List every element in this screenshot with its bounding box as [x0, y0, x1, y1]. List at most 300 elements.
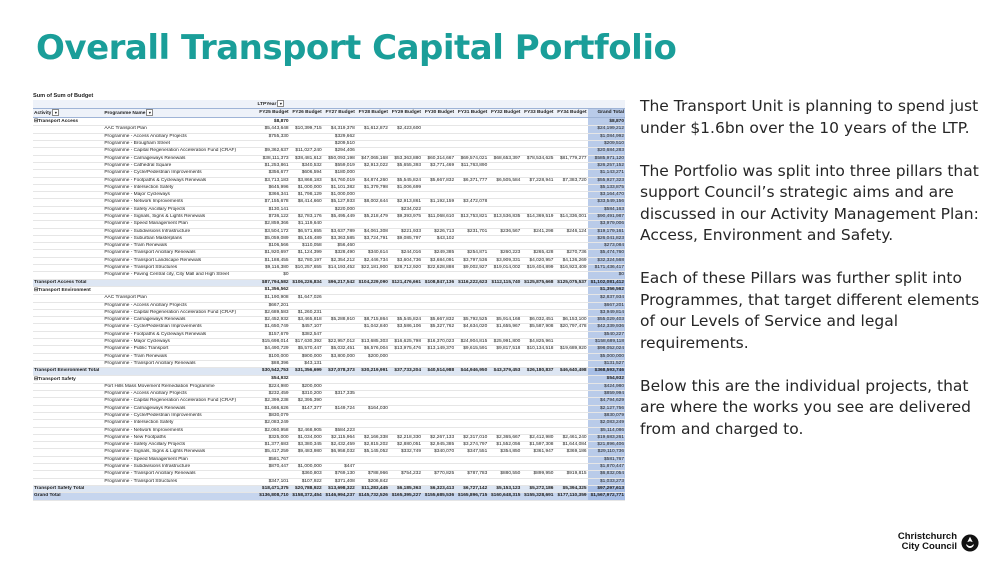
value-cell — [290, 286, 323, 294]
value-cell — [554, 184, 587, 191]
value-cell: $3,604,736 — [389, 257, 422, 264]
collapse-icon[interactable]: ⊟ — [34, 286, 39, 293]
value-cell — [455, 118, 488, 126]
activity-cell — [33, 235, 103, 242]
value-cell: $3,472,078 — [455, 199, 488, 206]
value-cell — [455, 375, 488, 383]
activity-cell — [33, 257, 103, 264]
value-cell — [488, 464, 521, 471]
value-cell: $1,920,697 — [256, 250, 289, 257]
value-cell — [389, 478, 422, 485]
value-cell: $104,229,090 — [356, 279, 389, 286]
value-cell: $788,966 — [356, 471, 389, 478]
activity-cell — [33, 199, 103, 206]
value-cell: $5,570,447 — [290, 346, 323, 353]
table-row — [33, 162, 625, 169]
programme-cell: Programme - Transport Structures — [103, 265, 256, 272]
value-cell — [422, 295, 455, 302]
value-cell: $5,327,762 — [422, 324, 455, 331]
activity-cell — [33, 250, 103, 257]
grand-total-header: Grand Total — [588, 109, 625, 118]
value-cell: $2,945,385 — [422, 442, 455, 449]
value-cell: $11,068,610 — [422, 213, 455, 220]
value-cell — [488, 331, 521, 338]
value-cell — [356, 360, 389, 367]
value-cell — [455, 243, 488, 250]
value-cell: $25,991,800 — [488, 339, 521, 346]
activity-cell — [33, 184, 103, 191]
programme-cell: Programme - Cycle/Pedestrian Improvements — [103, 413, 256, 420]
value-cell — [422, 170, 455, 177]
value-cell: $4,136,269 — [554, 257, 587, 264]
activity-cell — [33, 420, 103, 427]
value-cell — [521, 456, 554, 463]
value-cell: $40,514,988 — [422, 368, 455, 375]
programme-cell: Programme - Access Ancillary Projects — [103, 391, 256, 398]
value-cell — [389, 456, 422, 463]
grand-total-cell: $3,979,006 — [588, 221, 625, 228]
table-row — [33, 478, 625, 485]
value-cell — [356, 295, 389, 302]
value-cell — [389, 405, 422, 412]
programme-cell: Programme - Subdivisions Infrastructure — [103, 228, 256, 235]
value-cell: $43,379,453 — [488, 368, 521, 375]
value-cell: $645,996 — [256, 184, 289, 191]
grand-total-cell: $19,683,261 — [588, 434, 625, 441]
table-row — [33, 206, 625, 213]
value-cell: $1,000,000 — [323, 192, 356, 199]
programme-cell: Programme - Carriageways Renewals — [103, 405, 256, 412]
value-cell: $5,394,325 — [554, 485, 587, 492]
activity-cell — [33, 339, 103, 346]
value-cell: $1,000,000 — [290, 464, 323, 471]
value-cell: $1,379,798 — [356, 184, 389, 191]
value-cell: $9,002,927 — [455, 265, 488, 272]
value-cell — [290, 141, 323, 148]
activity-cell — [33, 243, 103, 250]
table-row — [33, 331, 625, 338]
value-cell: $54,932 — [256, 375, 289, 383]
programme-cell: Programme - Suburban Masterplans — [103, 235, 256, 242]
table-row — [33, 184, 625, 191]
grand-total-cell: $667,201 — [588, 302, 625, 309]
value-cell: $5,495,449 — [323, 213, 356, 220]
activity-cell — [33, 192, 103, 199]
programme-cell — [103, 118, 256, 126]
grand-total-cell: $1,102,081,412 — [588, 279, 625, 286]
grand-total-cell: $97,297,613 — [588, 485, 625, 492]
table-row — [33, 243, 625, 250]
value-cell: $899,950 — [521, 471, 554, 478]
activity-cell[interactable] — [33, 286, 103, 294]
grand-total-cell: $55,029,403 — [588, 317, 625, 324]
value-cell — [455, 286, 488, 294]
grand-total-cell: $29,110,736 — [588, 449, 625, 456]
grand-total-cell: $55,927,323 — [588, 177, 625, 184]
value-cell: $606,594 — [290, 170, 323, 177]
value-cell: $2,115,964 — [323, 434, 356, 441]
activity-cell — [33, 265, 103, 272]
value-cell: $270,736 — [554, 250, 587, 257]
table-row — [33, 442, 625, 449]
value-cell — [422, 206, 455, 213]
value-cell — [488, 383, 521, 390]
programme-cell: Programme - Cycle/Pedestrian Improvements — [103, 324, 256, 331]
value-cell — [554, 420, 587, 427]
value-cell — [554, 478, 587, 485]
value-cell: $6,185,363 — [389, 485, 422, 492]
value-cell — [422, 360, 455, 367]
pivot-body — [33, 118, 625, 500]
value-cell: $7,383,720 — [554, 177, 587, 184]
collapse-icon[interactable]: ⊟ — [34, 118, 39, 125]
activity-cell — [33, 413, 103, 420]
paragraph: The Portfolio was split into three pillars that support Council’s strategic aims and are discussed in our Activity Management Plan: Access, Environment and Safety. — [640, 161, 979, 244]
value-cell — [488, 133, 521, 140]
value-cell — [356, 286, 389, 294]
value-cell — [389, 302, 422, 309]
value-cell — [389, 360, 422, 367]
value-cell — [455, 391, 488, 398]
value-cell: $200,000 — [356, 353, 389, 360]
total-label: Transport Safety Total — [33, 485, 256, 492]
value-cell — [422, 192, 455, 199]
value-cell: $1,253,861 — [256, 162, 289, 169]
activity-label: Transport Safety — [38, 376, 76, 382]
programme-cell: Programme - Paving Central city, City Mall and High Street — [103, 272, 256, 279]
council-emblem-icon — [961, 534, 979, 552]
year-header: FY28 Budget — [356, 109, 389, 118]
value-cell: $3,274,797 — [455, 442, 488, 449]
year-header: FY31 Budget — [455, 109, 488, 118]
value-cell — [389, 221, 422, 228]
value-cell: $19,014,002 — [488, 265, 521, 272]
value-cell: $3,868,183 — [290, 177, 323, 184]
value-cell — [290, 456, 323, 463]
value-cell: $3,684,091 — [422, 257, 455, 264]
value-cell — [488, 302, 521, 309]
value-cell — [521, 398, 554, 405]
value-cell: $246,124 — [554, 228, 587, 235]
value-cell: $260,223 — [488, 250, 521, 257]
value-cell — [554, 170, 587, 177]
value-cell — [521, 243, 554, 250]
value-cell — [356, 309, 389, 316]
value-cell — [389, 383, 422, 390]
value-cell: $106,226,834 — [290, 279, 323, 286]
activity-cell — [33, 434, 103, 441]
value-cell — [521, 478, 554, 485]
value-cell: $116,222,623 — [455, 279, 488, 286]
value-cell: $900,000 — [290, 353, 323, 360]
value-cell — [455, 456, 488, 463]
activity-cell — [33, 141, 103, 148]
value-cell: $155,685,536 — [422, 493, 455, 500]
value-cell — [356, 398, 389, 405]
value-cell — [290, 413, 323, 420]
activity-cell — [33, 148, 103, 155]
value-cell: $3,724,791 — [356, 235, 389, 242]
logo-line: City Council — [901, 541, 957, 552]
value-cell: $3,797,536 — [455, 257, 488, 264]
value-cell: $146,994,237 — [323, 493, 356, 500]
programme-cell: Programme - Carriageways Renewals — [103, 317, 256, 324]
grand-total-cell: $5,000,000 — [588, 353, 625, 360]
value-cell: $1,042,840 — [356, 324, 389, 331]
value-cell: $3,637,789 — [323, 228, 356, 235]
table-row — [33, 353, 625, 360]
programme-cell: Programme - Transport Ancillary Renewals — [103, 471, 256, 478]
value-cell: $2,317,010 — [455, 434, 488, 441]
programme-cell: Programme - Public Transport — [103, 346, 256, 353]
activity-cell — [33, 317, 103, 324]
value-cell: $3,465,818 — [290, 317, 323, 324]
grand-total-cell: $1,033,273 — [588, 478, 625, 485]
activity-cell — [33, 324, 103, 331]
value-cell: $160,648,315 — [488, 493, 521, 500]
value-cell: $5,667,832 — [422, 177, 455, 184]
value-cell — [422, 286, 455, 294]
grand-total-cell: $1,870,447 — [588, 464, 625, 471]
value-cell: $1,356,562 — [256, 286, 289, 294]
grand-total-cell: $5,114,086 — [588, 427, 625, 434]
value-cell — [554, 192, 587, 199]
value-cell — [389, 148, 422, 155]
programme-cell: Programme - Safety Ancillary Projects — [103, 442, 256, 449]
programme-cell — [103, 375, 256, 383]
value-cell: $2,913,022 — [356, 162, 389, 169]
value-cell: $19,404,899 — [521, 265, 554, 272]
value-cell — [389, 413, 422, 420]
table-row — [33, 413, 625, 420]
value-cell — [521, 118, 554, 126]
grand-total-cell: $1,356,562 — [588, 286, 625, 294]
grand-total-cell: $24,199,212 — [588, 126, 625, 133]
value-cell: $2,354,212 — [323, 257, 356, 264]
value-cell: $1,188,455 — [256, 257, 289, 264]
value-cell: $5,443,648 — [256, 126, 289, 133]
activity-cell — [33, 346, 103, 353]
value-cell — [389, 192, 422, 199]
programme-cell: Port Hills Mass Movement Remediation Programme — [103, 383, 256, 390]
value-cell: $236,567 — [488, 228, 521, 235]
filter-dropdown-icon[interactable]: ▾ — [277, 100, 284, 107]
value-cell — [521, 192, 554, 199]
value-cell: $5,587,908 — [521, 324, 554, 331]
value-cell — [488, 375, 521, 383]
value-cell: $200,000 — [290, 383, 323, 390]
value-cell: $1,612,872 — [356, 126, 389, 133]
value-cell — [488, 456, 521, 463]
value-cell: $2,060,958 — [256, 427, 289, 434]
value-cell: $221,933 — [389, 228, 422, 235]
value-cell — [488, 206, 521, 213]
value-cell: $328,490 — [323, 250, 356, 257]
activity-cell — [33, 427, 103, 434]
value-cell: $2,446,734 — [356, 257, 389, 264]
programme-cell: Programme - Speed Management Plan — [103, 221, 256, 228]
value-cell — [455, 192, 488, 199]
value-cell — [356, 118, 389, 126]
value-cell — [323, 309, 356, 316]
value-cell — [455, 405, 488, 412]
value-cell — [356, 302, 389, 309]
value-cell: $4,020,957 — [521, 257, 554, 264]
filter-dropdown-icon[interactable]: ▾ — [52, 109, 59, 116]
value-cell — [389, 398, 422, 405]
value-cell: $6,958,032 — [323, 449, 356, 456]
value-cell — [422, 464, 455, 471]
activity-cell — [33, 331, 103, 338]
value-cell: $1,647,026 — [290, 295, 323, 302]
value-cell — [554, 199, 587, 206]
value-cell: $37,078,373 — [323, 368, 356, 375]
value-cell: $9,362,637 — [256, 148, 289, 155]
value-cell: $7,228,941 — [521, 177, 554, 184]
value-cell: $18,471,375 — [256, 485, 289, 492]
value-cell — [323, 331, 356, 338]
value-cell — [356, 456, 389, 463]
value-cell: $6,371,777 — [455, 177, 488, 184]
value-cell — [323, 272, 356, 279]
value-cell: $15,698,014 — [256, 339, 289, 346]
activity-cell — [33, 221, 103, 228]
value-cell: $1,190,908 — [256, 295, 289, 302]
value-cell — [422, 243, 455, 250]
value-cell — [488, 413, 521, 420]
value-cell — [554, 383, 587, 390]
value-cell — [488, 272, 521, 279]
activity-cell — [33, 295, 103, 302]
value-cell — [488, 118, 521, 126]
table-row — [33, 199, 625, 206]
value-cell: $4,319,378 — [323, 126, 356, 133]
value-cell: $19,689,920 — [554, 346, 587, 353]
value-cell — [521, 427, 554, 434]
value-cell — [455, 413, 488, 420]
activity-cell — [33, 228, 103, 235]
grand-total-cell: $273,084 — [588, 243, 625, 250]
programme-cell: Programme - Network Improvements — [103, 427, 256, 434]
value-cell — [356, 413, 389, 420]
activity-cell — [33, 471, 103, 478]
value-cell — [521, 383, 554, 390]
activity-cell[interactable] — [33, 118, 103, 126]
activity-cell — [33, 155, 103, 162]
value-cell — [389, 309, 422, 316]
table-row — [33, 155, 625, 162]
collapse-icon[interactable]: ⊟ — [34, 375, 39, 382]
table-row — [33, 192, 625, 199]
table-row — [33, 228, 625, 235]
value-cell: $224,980 — [256, 383, 289, 390]
value-cell: $770,825 — [422, 471, 455, 478]
activity-cell — [33, 272, 103, 279]
value-cell — [323, 375, 356, 383]
value-cell: $13,149,370 — [422, 346, 455, 353]
value-cell — [554, 302, 587, 309]
activity-cell[interactable] — [33, 375, 103, 383]
grand-total-cell: $1,567,972,771 — [588, 493, 625, 500]
grand-total-cell: $8,870 — [588, 118, 625, 126]
value-cell — [356, 427, 389, 434]
value-cell: $9,817,518 — [488, 346, 521, 353]
table-row — [33, 398, 625, 405]
value-cell — [290, 206, 323, 213]
value-cell — [290, 133, 323, 140]
value-cell: $30,542,753 — [256, 368, 289, 375]
value-cell — [488, 199, 521, 206]
value-cell: $347,101 — [256, 478, 289, 485]
col-field-header[interactable]: LTPYear ▾ — [256, 100, 625, 109]
value-cell: $1,260,231 — [290, 309, 323, 316]
pivot-blank-cell — [103, 100, 256, 109]
value-cell: $9,393,975 — [389, 213, 422, 220]
value-cell — [554, 464, 587, 471]
value-cell: $43,102 — [422, 235, 455, 242]
value-cell — [422, 391, 455, 398]
grand-total-cell: $3,949,814 — [588, 309, 625, 316]
value-cell: $1,000,000 — [290, 184, 323, 191]
value-cell — [356, 243, 389, 250]
value-cell — [389, 133, 422, 140]
programme-cell: Programme - Intersection Safety — [103, 420, 256, 427]
year-header: FY27 Budget — [323, 109, 356, 118]
value-cell: $14,336,001 — [554, 213, 587, 220]
value-cell: $581,767 — [256, 456, 289, 463]
value-cell: $16,625,798 — [389, 339, 422, 346]
filter-dropdown-icon[interactable]: ▾ — [146, 109, 153, 116]
table-row — [33, 141, 625, 148]
value-cell — [521, 126, 554, 133]
grand-total-cell: $2,127,756 — [588, 405, 625, 412]
programme-cell: AAC Transport Plan — [103, 126, 256, 133]
activity-header[interactable]: Activity ▾ — [33, 109, 103, 118]
value-cell — [554, 375, 587, 383]
value-cell — [422, 141, 455, 148]
grand-total-cell: $830,079 — [588, 413, 625, 420]
value-cell: $108,847,136 — [422, 279, 455, 286]
value-cell — [554, 221, 587, 228]
value-cell — [422, 456, 455, 463]
grand-total-cell: $98,052,024 — [588, 346, 625, 353]
value-cell: $10,257,655 — [290, 265, 323, 272]
grand-total-cell: $2,083,249 — [588, 420, 625, 427]
value-cell — [422, 221, 455, 228]
programme-cell: Programme - Access Ancillary Projects — [103, 133, 256, 140]
value-cell: $317,335 — [323, 391, 356, 398]
value-cell: $254,871 — [455, 250, 488, 257]
value-cell: $4,760,019 — [323, 177, 356, 184]
programme-cell: Programme - Tram Renewals — [103, 353, 256, 360]
value-cell: $24,904,815 — [455, 339, 488, 346]
value-cell: $88,396 — [256, 360, 289, 367]
value-cell: $1,650,749 — [256, 324, 289, 331]
value-cell: $16,923,409 — [554, 265, 587, 272]
table-row — [33, 317, 625, 324]
value-cell: $5,145,052 — [356, 449, 389, 456]
value-cell: $81,779,277 — [554, 155, 587, 162]
grand-total-cell: $581,767 — [588, 456, 625, 463]
value-cell: $50,093,198 — [323, 155, 356, 162]
table-row — [33, 213, 625, 220]
value-cell — [422, 302, 455, 309]
table-row — [33, 133, 625, 140]
table-row — [33, 257, 625, 264]
value-cell — [455, 302, 488, 309]
programme-header[interactable]: Programme Name ▾ — [103, 109, 256, 118]
grand-total-cell: $21,896,406 — [588, 442, 625, 449]
